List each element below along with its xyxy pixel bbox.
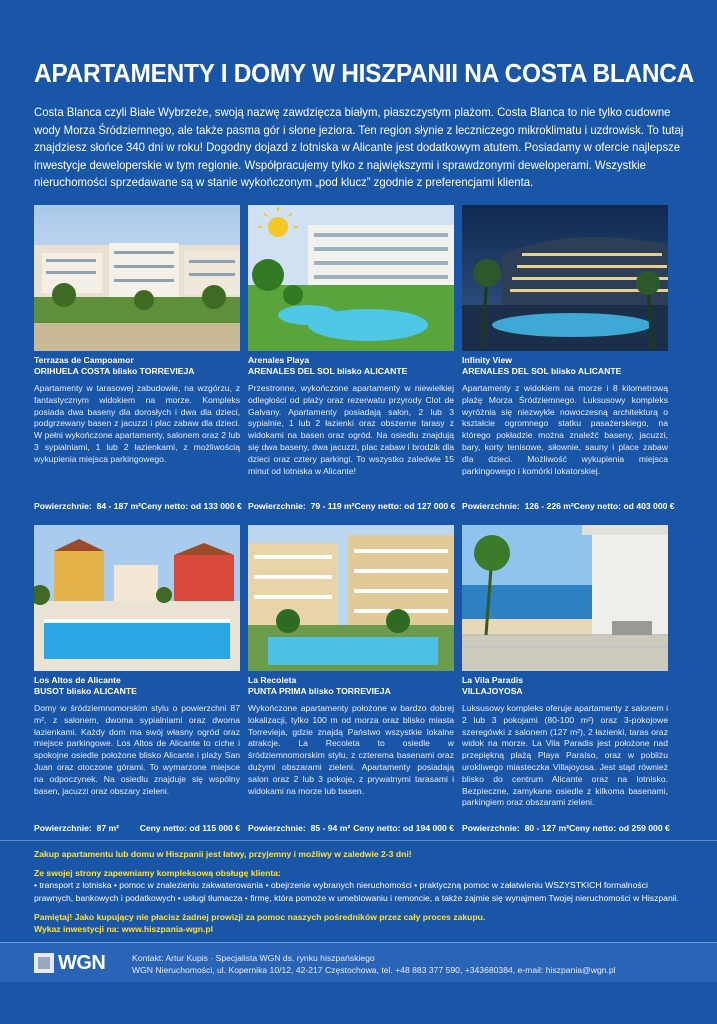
listing-name: Arenales Playa [248,355,310,365]
listing-photo [248,205,454,351]
listing-card [34,205,240,466]
area-value: 87 m² [96,823,120,833]
listing-photo [34,205,240,351]
section-divider [0,840,717,841]
area-label: Powierzchnie: [248,823,306,833]
listing-location: VILLAJOYOSA [462,686,523,696]
area-label: Powierzchnie: [34,823,92,833]
area-label: Powierzchnie: [462,823,520,833]
price-label: Ceny netto: [139,823,187,833]
listing-description: Domy w śródziemnomorskim stylu o powierzchni 87 m², z salonem, dwoma sypialniami oraz dwoma łazienkami. Każdy dom ma swój własny ogród oraz miejsce parkingowe. Los Altos de Alicante to ciche i spokojne osiedle położone blisko Alicante i plaży San Juan oraz otoczone górami. To wymarzone miejsce na odpoczynek. Na osiedlu znajduje się wspólny basen, jacuzzi oraz obszary zieleni. [34,703,240,796]
info-section [34,848,684,935]
listing-description: Apartamenty z widokiem na morze i 8 kilometrową plażę Morza Śródziemnego. Luksusowy kompleks wyróżnia się niezwykle nowoczesną architekturą o kształcie ogromnego statku pasażerskiego, na którego pokładzie można znaleźć baseny, jacuzzi, bary, korty tenisowe, siłownie, sauny i place zabaw dla dzieci. Możliwość wykupienia miejsca parkingowego i komórki lokatorskiej. [462,383,668,476]
logo-text: WGN [58,951,106,974]
listing-description: Wykończone apartamenty położone w bardzo dobrej lokalizacji, tylko 100 m od morza oraz blisko miasta Torrevieja, gdzie znajdą Państwo wszystkie lokalne atrakcje. La Recoleta to osiedle w śródziemnomorskim stylu, z czterema basenami oraz dużymi obszarami zieleni. Apartamenty posiadają salon oraz 2 lub 3 pokoje, z prywatnymi tarasami i widokami na morze lub basen. [248,703,454,796]
contact-address: WGN Nieruchomości, ul. Kopernika 10/12, 42-217 Częstochowa, tel. +48 883 377 590, +343680384, e-mail: hiszpania@wgn.pl [132,965,616,975]
listing-card [462,525,668,809]
price-label: Ceny netto: [569,823,617,833]
listing-price-row [248,823,454,833]
area-value: 79 - 119 m² [310,501,355,511]
price-label: Ceny netto: [141,501,189,511]
area-label: Powierzchnie: [462,501,520,511]
price-label: Ceny netto: [353,823,401,833]
price-value: od 403 000 € [623,501,675,511]
price-value: od 259 000 € [618,823,670,833]
listing-description: Apartamenty w tarasowej zabudowie, na wzgórzu, z fantastycznym widokiem na morze. Kompleks posiada dwa baseny dla dorosłych i dwa dla dzieci, podgrzewany basen z jacuzzi i plac zabaw dla dzieci. W pełni wykończone apartamenty, salonem oraz 2 lub 3 sypialniami, 1 lub 2 łazienkami, z możliwością wykupienia miejsca parkingowego. [34,383,240,464]
listing-location: PUNTA PRIMA blisko TORREVIEJA [248,686,391,696]
listing-card [248,205,454,477]
listing-name: Terrazas de Campoamor [34,355,134,365]
contact-person: Kontakt: Artur Kupis · Specjalista WGN ds. rynku hiszpańskiego [132,953,375,963]
logo-square-icon [34,953,54,973]
listing-photo [462,525,668,671]
listing-price-row [248,501,454,511]
listing-price-row [462,823,668,833]
wgn-logo [34,952,105,974]
area-value: 80 - 127 m² [524,823,569,833]
contact-info [132,952,616,976]
price-value: od 127 000 € [404,501,456,511]
highlight-commission: Pamiętaj! Jako kupujący nie płacisz żadnej prowizji za pomoc naszych pośredników przez cały proces zakupu. [34,911,486,922]
price-value: od 133 000 € [190,501,242,511]
listing-price-row [34,501,240,511]
listing-card [248,525,454,797]
page-title: APARTAMENTY I DOMY W HISZPANII NA COSTA BLANCA [34,58,695,88]
listing-location: ORIHUELA COSTA blisko TORREVIEJA [34,366,195,376]
price-value: od 194 000 € [402,823,454,833]
listing-location: ARENALES DEL SOL blisko ALICANTE [462,366,622,376]
listing-price-row [462,501,675,511]
highlight-purchase: Zakup apartamentu lub domu w Hiszpanii jest łatwy, przyjemny i możliwy w zaledwie 2-3 dni! [34,849,412,859]
listing-photo [34,525,240,671]
highlight-service: Ze swojej strony zapewniamy kompleksową obsługę klienta: [34,868,281,879]
listing-location: ARENALES DEL SOL blisko ALICANTE [248,366,408,376]
price-value: od 115 000 € [189,823,240,833]
area-label: Powierzchnie: [34,501,92,511]
listing-description: Luksusowy kompleks oferuje apartamenty z salonem i 2 lub 3 pokojami (80-100 m²) oraz 3-pokojowe szeregówki z salonem (127 m²), 2 łazienki, taras oraz widok na morze. La Vila Paradis jest położone nad przepiękną plażą Playa Paraíso, oraz w pobliżu urokliwego miasteczka Villajoyosa. Jest stąd również blisko do centrum Alicante oraz na lotnisko. Bezpieczne, zamykane osiedle z kilkoma basenami, parkingiem oraz obszarami zieleni. [462,703,668,808]
service-list: • transport z lotniska • pomoc w znalezieniu zakwaterowania • obejrzenie wybranych nieruchomości • praktyczną pomoc w załatwieniu WSZYSTKICH formalności prawnych, bankowych i podatkowych • usługi tłumacza • firmę, która pomoże w umeblowaniu i remoncie, a także zajmie się wynajmem Twojej nieruchomości w Hiszpanii. [34,880,679,903]
listing-name: Infinity View [462,355,512,365]
intro-text: Costa Blanca czyli Białe Wybrzeże, swoją nazwę zawdzięcza białym, piaszczystym plażom. Costa Blanca to nie tylko cudowne wody Morza Śródziemnego, ale także pasma gór i słone jeziora. Ten region słynie z leczniczego mikroklimatu i uzdrowisk. To tutaj znajdziesz słońce 340 dni w roku! Dogodny dojazd z lotniska w Alicante jest dodatkowym atutem. Posiadamy w ofercie najlepsze inwestycje deweloperskie w tym regionie. Współpracujemy tylko z największymi i sprawdzonymi deweloperami. Wszystkie nieruchomości sprzedawane są w stanie wykończonym „pod klucz” zgodnie z preferencjami klienta. [34,105,684,190]
listing-name: La Vila Paradis [462,675,523,685]
listing-name: Los Altos de Alicante [34,675,121,685]
area-value: 85 - 94 m² [310,823,351,833]
listing-photo [248,525,454,671]
listing-card [34,525,240,797]
listing-card [462,205,668,477]
area-value: 84 - 187 m² [96,501,141,511]
listing-name: La Recoleta [248,675,297,685]
price-label: Ceny netto: [354,501,402,511]
area-label: Powierzchnie: [248,501,306,511]
listing-description: Przestronne, wykończone apartamenty w niewielkiej odległości od plaży oraz rezerwatu przyrody Clot de Galvany. Apartamenty posiadają salon, 2 lub 3 sypialnie, 1 lub 2 łazienki oraz obszerne tarasy z widokami na basen oraz ogród. Na osiedlu znajdują się dwa baseny, dwa jacuzzi, plac zabaw i brodzik dla dzieci oraz cztery parkingi. To wszystko zaledwie 15 minut od lotniska w Alicante! [248,383,454,476]
area-value: 126 - 226 m² [524,501,574,511]
listing-price-row [34,823,240,833]
listing-location: BUSOT blisko ALICANTE [34,686,137,696]
price-label: Ceny netto: [573,501,622,511]
listing-photo [462,205,668,351]
website-link[interactable]: Wykaz inwestycji na: www.hiszpania-wgn.pl [34,924,214,935]
